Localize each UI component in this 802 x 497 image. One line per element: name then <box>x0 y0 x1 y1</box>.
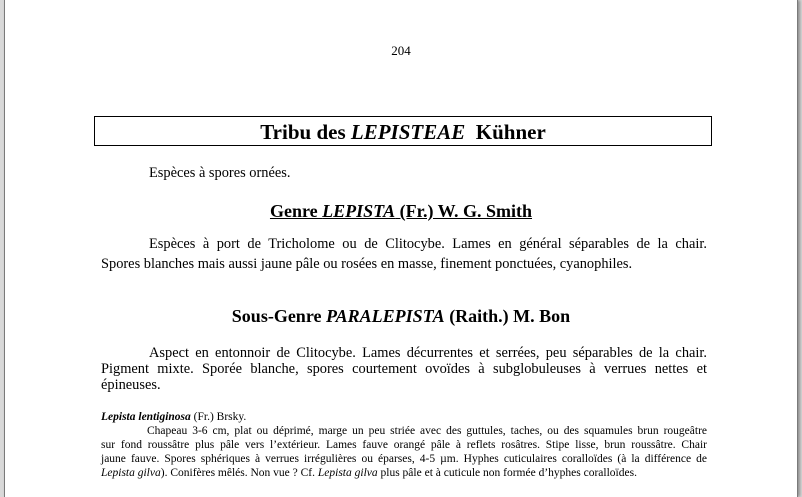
subgenus-author: (Raith.) M. Bon <box>444 306 571 326</box>
subgenus-description-line-1: Aspect en entonnoir de Clitocybe. Lames décurrentes et serrées, peu séparables de la chair. <box>149 345 707 361</box>
species-description-line-2: sur fond roussâtre plus pâle vers l’extérieur. Lames fauve orangé pâle à reflets rosâtres. Stipe lisse, brun roussâtre. Chair <box>101 439 707 451</box>
genus-name: LEPISTA <box>322 201 396 221</box>
tribe-name: LEPISTEAE <box>350 120 466 144</box>
tribe-intro: Espèces à spores ornées. <box>149 165 291 181</box>
page-number: 204 <box>391 43 411 58</box>
genus-author: (Fr.) W. G. Smith <box>395 201 533 221</box>
subgenus-name: PARALEPISTA <box>325 306 445 326</box>
species-description-line-4 <box>101 467 637 479</box>
species-description-line-1: Chapeau 3-6 cm, plat ou déprimé, marge un peu striée avec des guttules, taches, ou des squamules brun rougeâtre <box>147 425 707 437</box>
species-author: (Fr.) Brsky. <box>190 411 247 423</box>
tribe-author: Kühner <box>475 120 546 144</box>
genus-heading <box>5 201 797 222</box>
species-reference-2: Lepista gilva <box>317 467 378 479</box>
species-description-line-3: jaune fauve. Spores sphériques à verrues irrégulières ou éparses, 4-5 µm. Hyphes cuticulaires coralloïdes (à la différence de <box>101 453 707 465</box>
species-line-4-middle: ). Conifères mêlés. Non vue ? Cf. <box>160 467 318 479</box>
genus-description-line-1: Espèces à port de Tricholome ou de Clitocybe. Lames en général séparables de la chair. <box>149 236 707 252</box>
tribe-heading-box <box>94 116 712 146</box>
species-heading <box>101 411 246 423</box>
subgenus-description-line-3: épineuses. <box>101 377 161 393</box>
subgenus-description-line-2: Pigment mixte. Sporée blanche, spores courtement ovoïdes à subglobuleuses à verrues nettes et <box>101 361 707 377</box>
species-reference-1: Lepista gilva <box>101 467 161 479</box>
document-page <box>4 0 798 497</box>
subgenus-heading <box>5 306 797 327</box>
species-line-4-end: plus pâle et à cuticule non formée d’hyphes coralloïdes. <box>377 467 637 479</box>
genus-description-line-2: Spores blanches mais aussi jaune pâle ou rosées en masse, finement ponctuées, cyanophiles. <box>101 256 633 272</box>
tribe-prefix: Tribu des <box>260 120 351 144</box>
species-name: Lepista lentiginosa <box>101 411 191 423</box>
genus-prefix: Genre <box>269 201 323 221</box>
subgenus-prefix: Sous-Genre <box>231 306 326 326</box>
